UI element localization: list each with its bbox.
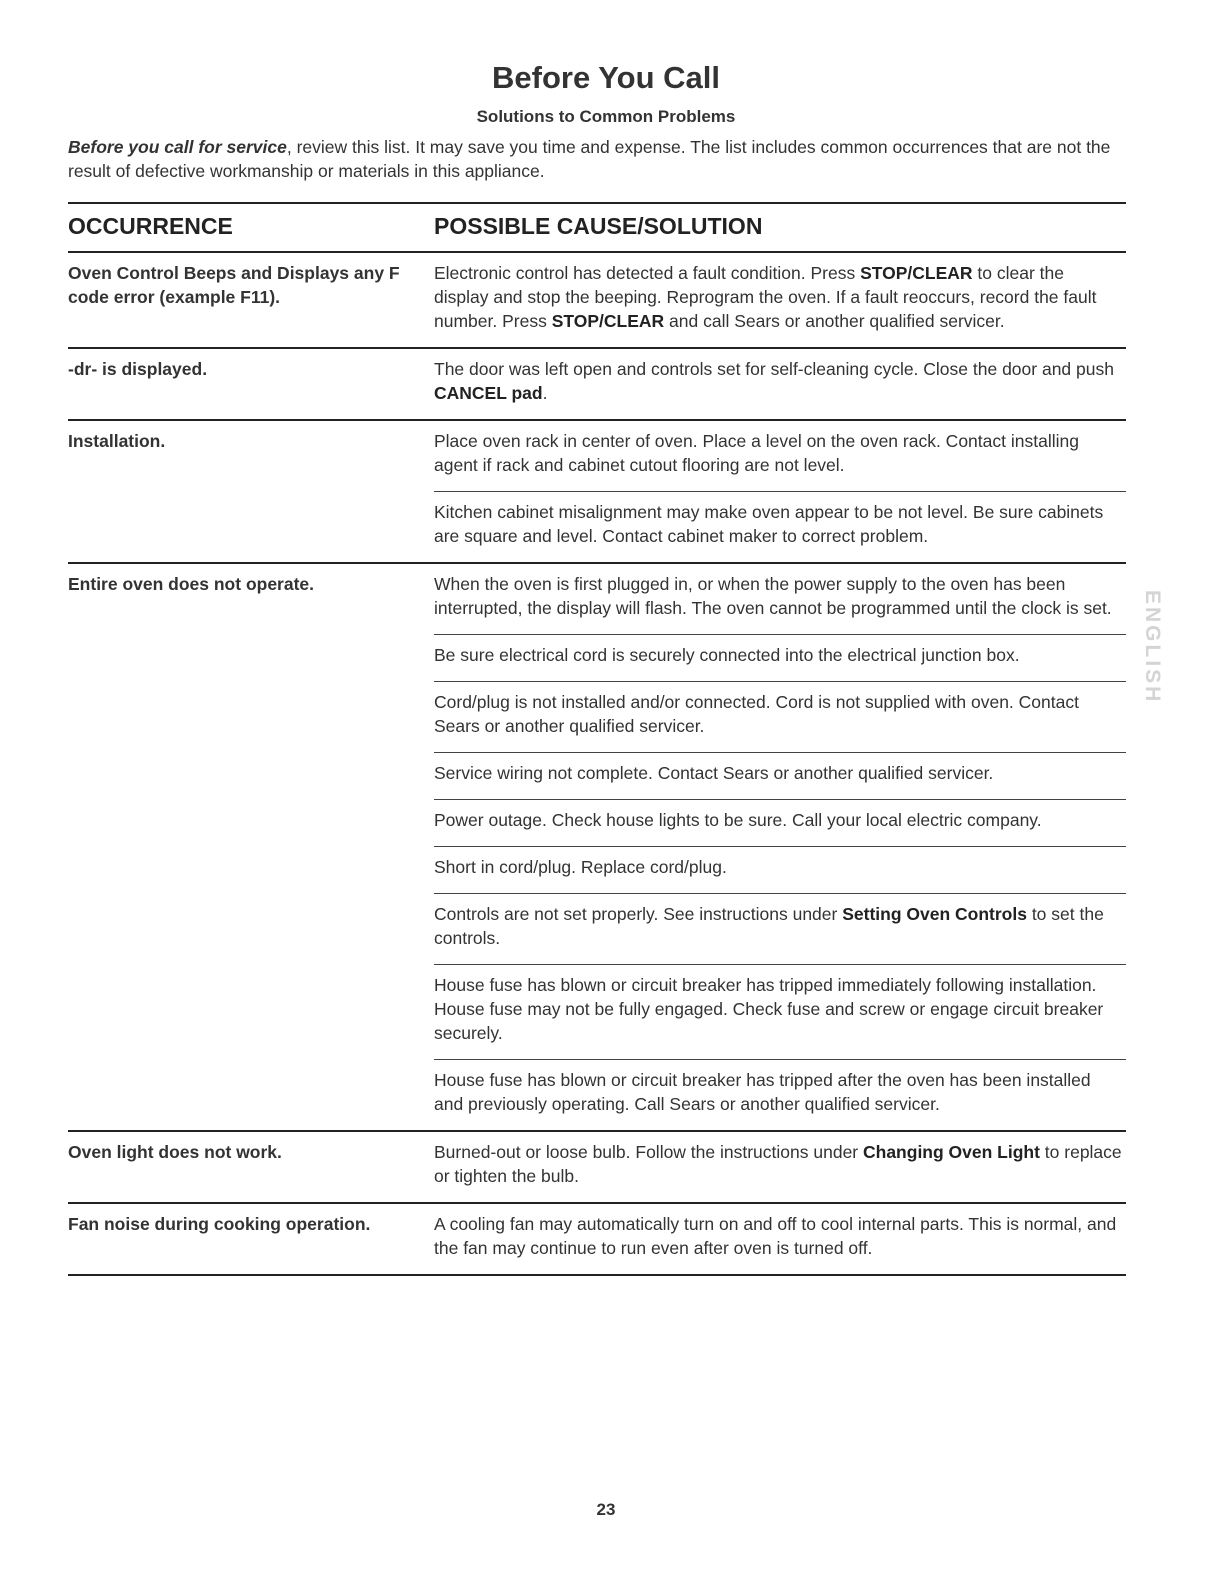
solution-cell xyxy=(434,564,1126,1130)
solution-item xyxy=(434,421,1126,492)
solution-text: Electronic control has detected a fault condition. Press xyxy=(434,263,861,283)
solution-text: Cord/plug is not installed and/or connected. Cord is not supplied with oven. Contact Sears or another qualified servicer. xyxy=(434,692,1079,736)
solution-cell xyxy=(434,421,1126,562)
solution-text: House fuse has blown or circuit breaker has tripped after the oven has been installed and previously operating. Call Sears or another qualified servicer. xyxy=(434,1070,1091,1114)
solution-text: Power outage. Check house lights to be sure. Call your local electric company. xyxy=(434,810,1042,830)
table-header xyxy=(68,202,1126,253)
solution-text: Place oven rack in center of oven. Place a level on the oven rack. Contact installing agent if rack and cabinet cutout flooring are not level. xyxy=(434,431,1079,475)
intro-text: , review this list. It may save you time and expense. The list includes common occurrences that are not the result of defective workmanship or materials in this appliance. xyxy=(68,137,1111,181)
intro-lead: Before you call for service xyxy=(68,137,287,157)
solution-item xyxy=(434,847,1126,894)
solution-cell xyxy=(434,349,1126,419)
solution-text: Short in cord/plug. Replace cord/plug. xyxy=(434,857,727,877)
troubleshooting-table xyxy=(68,202,1126,1276)
table-row xyxy=(68,253,1126,349)
solution-text: Service wiring not complete. Contact Sears or another qualified servicer. xyxy=(434,763,994,783)
solution-text: The door was left open and controls set for self-cleaning cycle. Close the door and push xyxy=(434,359,1114,379)
solution-item xyxy=(434,253,1126,347)
solution-item xyxy=(434,492,1126,562)
table-row xyxy=(68,1132,1126,1204)
solution-text: to set the controls. xyxy=(434,904,1104,948)
occurrence-cell: Oven light does not work. xyxy=(68,1142,282,1162)
solution-text: . xyxy=(542,383,548,403)
solution-item xyxy=(434,682,1126,753)
solution-item xyxy=(434,1060,1126,1130)
solution-item xyxy=(434,1132,1126,1202)
intro-paragraph xyxy=(68,135,1158,183)
occurrence-cell: Oven Control Beeps and Displays any F code error (example F11). xyxy=(68,263,400,307)
table-row xyxy=(68,1204,1126,1276)
solution-text: and call Sears or another qualified servicer. xyxy=(664,311,1005,331)
solution-text: House fuse has blown or circuit breaker has tripped immediately following installation. House fuse may not be fully engaged. Check fuse and screw or engage circuit breaker securely. xyxy=(434,975,1104,1043)
solution-text: to clear the display and stop the beeping. Reprogram the oven. If a fault reoccurs, record the fault number. Press xyxy=(434,263,1097,331)
occurrence-cell: Entire oven does not operate. xyxy=(68,574,315,594)
solution-text: Burned-out or loose bulb. Follow the instructions under xyxy=(434,1142,863,1162)
solution-text: Be sure electrical cord is securely connected into the electrical junction box. xyxy=(434,645,1020,665)
table-body xyxy=(68,253,1126,1276)
page-title: Before You Call xyxy=(492,60,720,95)
solution-cell xyxy=(434,1204,1126,1274)
solution-text: Kitchen cabinet misalignment may make oven appear to be not level. Be sure cabinets are square and level. Contact cabinet maker to correct problem. xyxy=(434,502,1104,546)
table-row xyxy=(68,349,1126,421)
solution-emphasis: Changing Oven Light xyxy=(863,1142,1040,1162)
solution-text: to replace or tighten the bulb. xyxy=(434,1142,1122,1186)
solution-item xyxy=(434,1204,1126,1274)
table-row xyxy=(68,421,1126,564)
page-number: 23 xyxy=(596,1500,616,1519)
solution-emphasis: STOP/CLEAR xyxy=(551,311,665,331)
solution-item xyxy=(434,564,1126,635)
solution-cell xyxy=(434,1132,1126,1202)
occurrence-cell: -dr- is displayed. xyxy=(68,359,208,379)
solution-text: When the oven is first plugged in, or when the power supply to the oven has been interrupted, the display will flash. The oven cannot be programmed until the clock is set. xyxy=(434,574,1112,618)
page-subtitle: Solutions to Common Problems xyxy=(476,107,736,126)
solution-item xyxy=(434,349,1126,419)
solution-item xyxy=(434,894,1126,965)
table-row xyxy=(68,564,1126,1132)
column-header-occurrence: OCCURRENCE xyxy=(68,213,233,239)
solution-emphasis: CANCEL pad xyxy=(434,383,543,403)
solution-item xyxy=(434,635,1126,682)
solution-item xyxy=(434,800,1126,847)
occurrence-cell: Fan noise during cooking operation. xyxy=(68,1214,371,1234)
solution-cell xyxy=(434,253,1126,347)
language-side-tab: ENGLISH xyxy=(1141,589,1164,705)
column-header-solution: POSSIBLE CAUSE/SOLUTION xyxy=(434,213,763,239)
solution-emphasis: Setting Oven Controls xyxy=(842,904,1027,924)
solution-item xyxy=(434,965,1126,1060)
solution-item xyxy=(434,753,1126,800)
solution-emphasis: STOP/CLEAR xyxy=(860,263,973,283)
solution-text: Controls are not set properly. See instructions under xyxy=(434,904,843,924)
occurrence-cell: Installation. xyxy=(68,431,166,451)
solution-text: A cooling fan may automatically turn on and off to cool internal parts. This is normal, and the fan may continue to run even after oven is turned off. xyxy=(434,1214,1117,1258)
